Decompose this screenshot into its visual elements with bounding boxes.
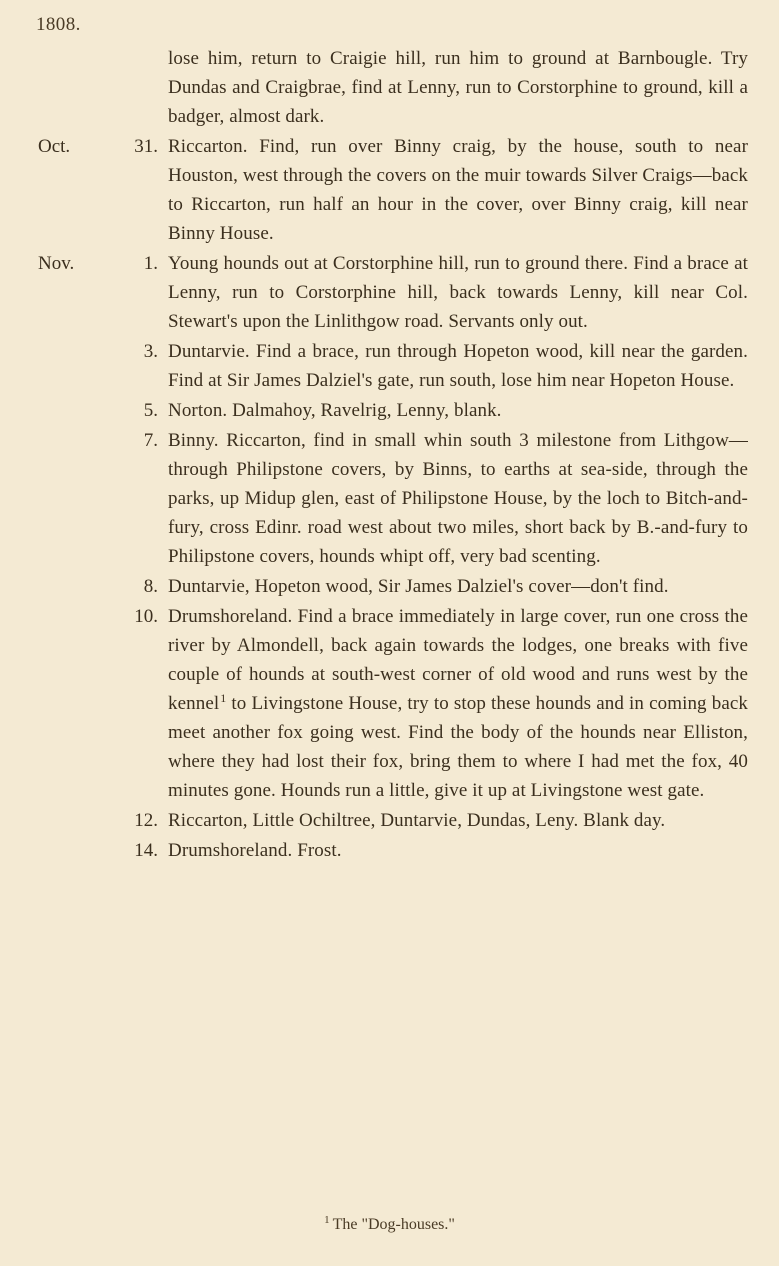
diary-entry — [36, 806, 748, 835]
diary-entry — [36, 426, 748, 571]
entry-text: Duntarvie. Find a brace, run through Hopeton wood, kill near the garden. Find at Sir James Dalziel's gate, run south, lose him near Hopeton House. — [168, 341, 748, 391]
entry-month: Nov. — [38, 253, 75, 274]
entry-day: 7. — [143, 430, 158, 451]
entry-day: 12. — [134, 810, 158, 831]
diary-entry — [36, 44, 748, 131]
entry-day: 31. — [134, 136, 158, 157]
diary-entry — [36, 249, 748, 336]
entry-text: Riccarton, Little Ochiltree, Duntarvie, Dundas, Leny. Blank day. — [168, 810, 666, 831]
entry-text: Binny. Riccarton, find in small whin south 3 milestone from Lithgow—through Philipstone covers, by Binns, to earths at sea-side, through the parks, up Midup glen, east of Philipstone House, by the loch to Bitch-and-fury, cross Edinr. road west about two miles, short back by B.-and-fury to Philipstone covers, hounds whipt off, very bad scenting. — [168, 430, 748, 567]
page-year-header: 1808. — [36, 14, 81, 35]
page-footnote — [0, 1213, 779, 1234]
entry-day: 8. — [143, 576, 158, 597]
entry-text-part2: to Livingstone House, try to stop these hounds and in coming back meet another fox going west. Find the body of the hounds near Elliston, where they had lost their fox, bring them to where I had met the fox, 40 minutes gone. Hounds run a little, give it up at Livingstone west gate. — [168, 693, 748, 801]
diary-entry — [36, 132, 748, 248]
entry-day: 3. — [143, 341, 158, 362]
entry-day: 10. — [134, 606, 158, 627]
entry-day: 5. — [143, 400, 158, 421]
entry-month: Oct. — [38, 136, 71, 157]
diary-entry — [36, 396, 748, 425]
footnote-text: The "Dog-houses." — [332, 1216, 455, 1233]
footnote-number: 1 — [324, 1213, 330, 1226]
entry-text-with-footnote — [158, 602, 748, 805]
entry-day: 1. — [143, 253, 158, 274]
entry-text: Riccarton. Find, run over Binny craig, by the house, south to near Houston, west through the covers on the muir towards Silver Craigs—back to Riccarton, run half an hour in the cover, over Binny craig, kill near Binny House. — [168, 136, 748, 244]
entry-text: Drumshoreland. Frost. — [168, 840, 342, 861]
entry-text: Duntarvie, Hopeton wood, Sir James Dalziel's cover—don't find. — [168, 576, 669, 597]
entry-text: Young hounds out at Corstorphine hill, run to ground there. Find a brace at Lenny, run to Corstorphine hill, back towards Lenny, kill near Col. Stewart's upon the Linlithgow road. Servants only out. — [168, 253, 748, 332]
diary-entry — [36, 572, 748, 601]
entry-text-part1: Drumshoreland. Find a brace immediately in large cover, run one cross the river by Almondell, back again towards the lodges, one breaks with five couple of hounds at south-west corner of old wood and runs west by the kennel — [168, 606, 748, 714]
footnote-marker[interactable]: 1 — [220, 690, 227, 705]
entry-day: 14. — [134, 840, 158, 861]
diary-entry — [36, 836, 748, 865]
diary-entry-list — [36, 44, 748, 866]
entry-text: lose him, return to Craigie hill, run him to ground at Barnbougle. Try Dundas and Craigbrae, find at Lenny, run to Corstorphine to ground, kill a badger, almost dark. — [168, 48, 748, 127]
diary-entry — [36, 602, 748, 805]
entry-text: Norton. Dalmahoy, Ravelrig, Lenny, blank. — [168, 400, 502, 421]
diary-entry — [36, 337, 748, 395]
